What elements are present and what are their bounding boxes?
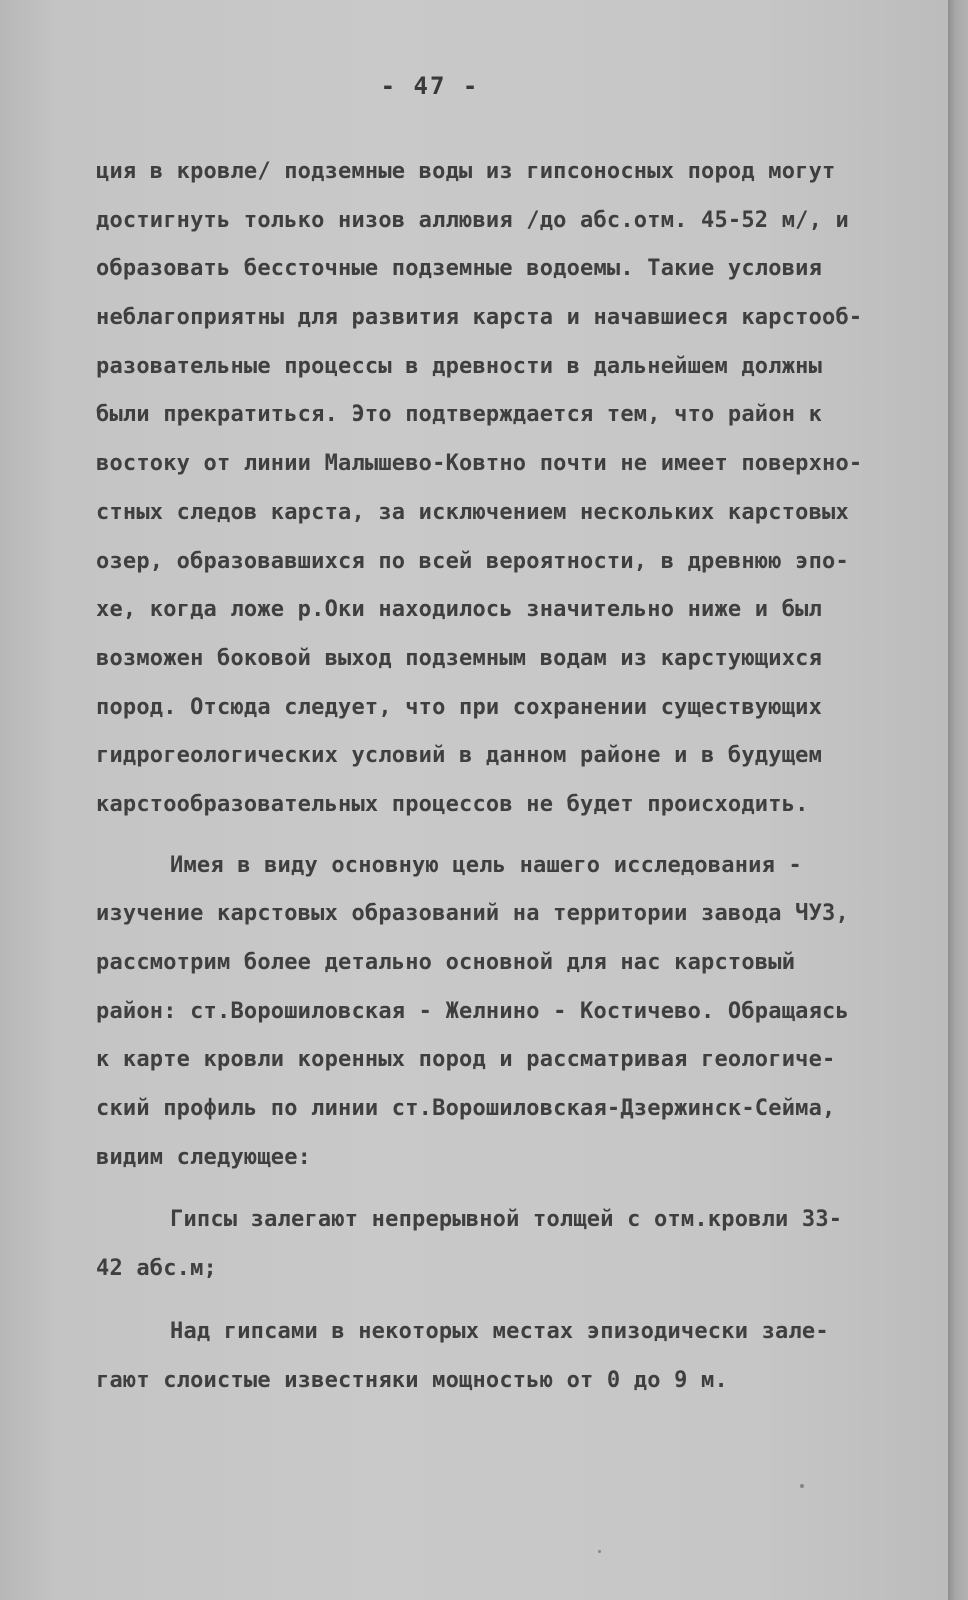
page-edge-shadow [948,0,968,1600]
paper-speck [800,1484,804,1488]
text-line: достигнуть только низов аллювия /до абс.отм. 45-52 м/, и [96,207,849,233]
text-line: стных следов карста, за исключением нескольких карстовых [96,499,849,525]
text-line: к карте кровли коренных пород и рассматривая геологиче- [96,1047,836,1073]
paragraph-gap [96,1294,916,1308]
text-line: район: ст.Ворошиловская - Желнино - Костичево. Обращаясь [96,998,849,1024]
document-body [96,148,916,1405]
paragraph-1 [96,148,916,830]
text-line: неблагоприятны для развития карста и начавшиеся карстооб- [96,305,863,331]
paper-speck [598,1550,601,1553]
text-line: изучение карстовых образований на территории завода ЧУЗ, [96,901,849,927]
text-line: рассмотрим более детально основной для нас карстовый [96,950,796,975]
paragraph-3 [96,1196,916,1293]
text-line: Имея в виду основную цель нашего исследования - [170,852,802,878]
text-line: гают слоистые известняки мощностью от 0 до 9 м. [96,1367,728,1393]
text-line: ский профиль по линии ст.Ворошиловская-Дзержинск-Сейма, [96,1096,836,1122]
paragraph-4 [96,1308,916,1405]
text-line: были прекратиться. Это подтверждается тем, что район к [96,402,823,428]
text-line: возможен боковой выход подземным водам из карстующихся [96,645,823,671]
text-line: Гипсы залегают непрерывной толщей с отм.кровли 33- [170,1207,843,1233]
text-line: озер, образовавшихся по всей вероятности, в древнюю эпо- [96,548,849,574]
paragraph-gap [96,830,916,842]
paragraph-gap [96,1182,916,1196]
text-line: востоку от линии Малышево-Ковтно почти не имеет поверхно- [96,451,863,477]
text-line: гидрогеологических условий в данном районе и в будущем [96,743,823,769]
text-line: карстообразовательных процессов не будет происходить. [96,791,809,817]
text-line: разовательные процессы в древности в дальнейшем должны [96,353,823,379]
page-number: - 47 - [380,72,480,100]
text-line: хе, когда ложе р.Оки находилось значительно ниже и был [96,597,823,623]
text-line: видим следующее: [96,1144,312,1170]
text-line: пород. Отсюда следует, что при сохранении существующих [96,694,823,720]
text-line: образовать бессточные подземные водоемы. Такие условия [96,256,823,282]
text-line: 42 абс.м; [96,1256,218,1282]
text-line: ция в кровле/ подземные воды из гипсоносных пород могут [96,159,836,184]
paragraph-2 [96,842,916,1183]
text-line: Над гипсами в некоторых местах эпизодически зале- [170,1318,829,1344]
